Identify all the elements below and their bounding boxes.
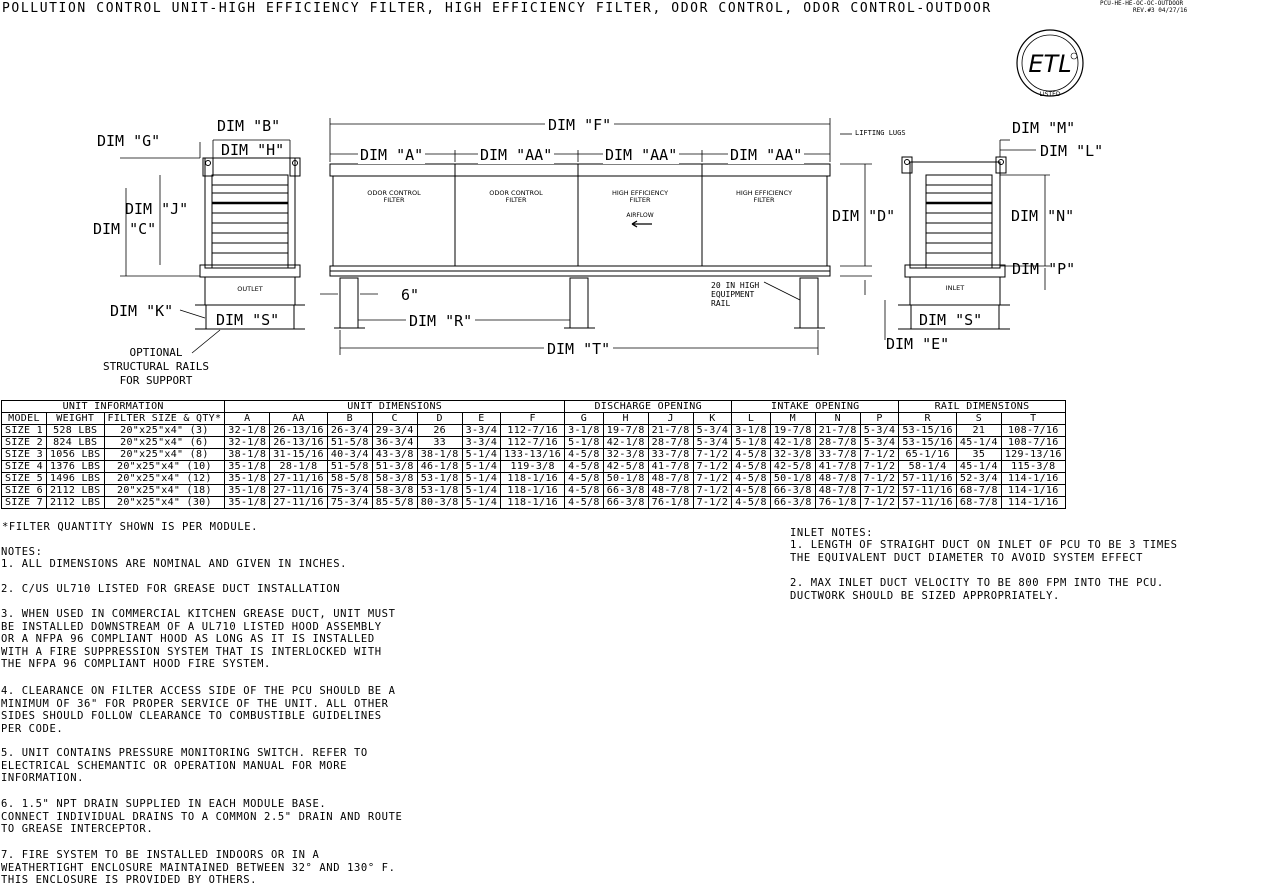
dim-aa-label-2: DIM "AA" [605, 146, 678, 164]
table-cell: 43-3/8 [372, 449, 417, 461]
table-cell: 5-1/8 [565, 437, 604, 449]
table-cell: 118-1/16 [501, 473, 565, 485]
table-cell: 7-1/2 [860, 449, 899, 461]
table-cell: SIZE 1 [2, 425, 47, 437]
table-cell: 114-1/16 [1001, 485, 1065, 497]
table-cell: 4-5/8 [732, 473, 771, 485]
table-cell: 66-3/8 [603, 497, 648, 509]
column-header: WEIGHT [46, 413, 104, 425]
table-cell: 35-1/8 [225, 461, 270, 473]
table-cell: 7-1/2 [860, 473, 899, 485]
table-cell: SIZE 7 [2, 497, 47, 509]
table-cell: 42-1/8 [603, 437, 648, 449]
table-cell: 75-3/4 [327, 485, 372, 497]
table-cell: 4-5/8 [732, 461, 771, 473]
table-row [2, 473, 1066, 485]
table-cell: 42-5/8 [770, 461, 815, 473]
table-cell: 3-1/8 [732, 425, 771, 437]
table-cell: 41-7/8 [815, 461, 860, 473]
dim-p-label: DIM "P" [1012, 260, 1076, 278]
table-cell: 5-3/4 [693, 437, 732, 449]
table-cell: 80-3/8 [417, 497, 462, 509]
outlet-end-view [195, 158, 305, 329]
etl-listed-logo [1017, 30, 1083, 98]
table-cell: 76-1/8 [815, 497, 860, 509]
table-cell: 19-7/8 [770, 425, 815, 437]
table-cell: 4-5/8 [565, 473, 604, 485]
dim-b-label: DIM "B" [217, 117, 281, 135]
equipment-rail-callout [711, 281, 759, 308]
table-cell: 7-1/2 [693, 461, 732, 473]
table-cell: SIZE 4 [2, 461, 47, 473]
group-unit-dimensions: UNIT DIMENSIONS [225, 401, 565, 413]
table-group-header-row [2, 401, 1066, 413]
inlet-end-view [898, 157, 1010, 329]
table-cell: 48-7/8 [648, 473, 693, 485]
table-cell: 53-15/16 [899, 437, 957, 449]
module-3-label-line2: FILTER [629, 196, 651, 204]
table-cell: 40-3/4 [327, 449, 372, 461]
table-cell: 66-3/8 [770, 485, 815, 497]
pcu-elevation-drawing [0, 0, 1280, 400]
equipment-rail-callout-line1: 20 IN HIGH [711, 281, 760, 290]
table-cell: 35-1/8 [225, 485, 270, 497]
column-header: H [603, 413, 648, 425]
table-cell: 66-3/8 [770, 497, 815, 509]
table-cell: 50-1/8 [603, 473, 648, 485]
table-cell: 51-5/8 [327, 461, 372, 473]
table-row [2, 497, 1066, 509]
inlet-note-2: 2. MAX INLET DUCT VELOCITY TO BE 800 FPM INTO THE PCU. DUCTWORK SHOULD BE SIZED APPROPRIATELY. [790, 577, 1164, 602]
table-cell: 3-1/8 [565, 425, 604, 437]
table-cell: 27-11/16 [270, 473, 328, 485]
table-cell: 58-5/8 [327, 473, 372, 485]
table-cell: 51-3/8 [372, 461, 417, 473]
dim-six-label: 6" [401, 286, 420, 304]
table-cell: 45-1/4 [956, 437, 1001, 449]
dim-aa-label-3: DIM "AA" [730, 146, 803, 164]
table-cell: 20"x25"x4" (30) [104, 497, 225, 509]
table-cell: 5-1/4 [462, 497, 501, 509]
column-header: B [327, 413, 372, 425]
column-header: FILTER SIZE & QTY* [104, 413, 225, 425]
table-cell: 66-3/8 [603, 485, 648, 497]
dim-j-label: DIM "J" [125, 200, 189, 218]
table-cell: 7-1/2 [693, 449, 732, 461]
table-cell: 33 [417, 437, 462, 449]
table-cell: 48-7/8 [815, 473, 860, 485]
table-cell: 4-5/8 [732, 449, 771, 461]
module-4-label-line2: FILTER [753, 196, 775, 204]
table-cell: 38-1/8 [225, 449, 270, 461]
table-cell: 32-3/8 [770, 449, 815, 461]
column-header: F [501, 413, 565, 425]
equipment-rail-callout-line2: EQUIPMENT [711, 290, 755, 299]
table-cell: 52-3/4 [956, 473, 1001, 485]
equipment-rail-callout-line3: RAIL [711, 299, 731, 308]
table-cell: 528 LBS [46, 425, 104, 437]
table-cell: 4-5/8 [732, 497, 771, 509]
table-cell: 1496 LBS [46, 473, 104, 485]
note-5: 5. UNIT CONTAINS PRESSURE MONITORING SWITCH. REFER TO ELECTRICAL SCHEMANTIC OR OPERATION MANUAL FOR MORE INFORMATION. [1, 747, 368, 785]
table-cell: 35-1/8 [225, 497, 270, 509]
table-cell: 28-1/8 [270, 461, 328, 473]
table-cell: 51-5/8 [327, 437, 372, 449]
table-cell: 7-1/2 [860, 497, 899, 509]
column-header: R [899, 413, 957, 425]
table-cell: 5-3/4 [860, 425, 899, 437]
table-cell: 27-11/16 [270, 497, 328, 509]
table-cell: 33-7/8 [648, 449, 693, 461]
table-cell: 75-3/4 [327, 497, 372, 509]
table-cell: 2112 LBS [46, 485, 104, 497]
table-row [2, 437, 1066, 449]
table-cell: 58-3/8 [372, 485, 417, 497]
table-cell: 26-13/16 [270, 437, 328, 449]
optional-rails-line3: FOR SUPPORT [119, 374, 193, 387]
table-cell: 42-5/8 [603, 461, 648, 473]
table-cell: 31-15/16 [270, 449, 328, 461]
table-cell: 5-3/4 [693, 425, 732, 437]
table-cell: 20"x25"x4" (8) [104, 449, 225, 461]
table-cell: 68-7/8 [956, 497, 1001, 509]
table-cell: 27-11/16 [270, 485, 328, 497]
optional-rails-line2: STRUCTURAL RAILS [103, 360, 209, 373]
outlet-label: OUTLET [237, 285, 263, 293]
table-cell: 28-7/8 [815, 437, 860, 449]
column-header: C [372, 413, 417, 425]
table-cell: 2112 LBS [46, 497, 104, 509]
logo-text: ETL [1028, 50, 1072, 78]
table-cell: 29-3/4 [372, 425, 417, 437]
column-header: M [770, 413, 815, 425]
table-cell: 57-11/16 [899, 485, 957, 497]
dim-e-label: DIM "E" [886, 335, 950, 353]
table-cell: 108-7/16 [1001, 425, 1065, 437]
table-cell: 133-13/16 [501, 449, 565, 461]
dim-s-right-label: DIM "S" [919, 311, 983, 329]
table-cell: SIZE 6 [2, 485, 47, 497]
table-cell: 53-1/8 [417, 485, 462, 497]
table-cell: 114-1/16 [1001, 497, 1065, 509]
table-cell: 20"x25"x4" (3) [104, 425, 225, 437]
table-cell: 53-15/16 [899, 425, 957, 437]
table-cell: 35-1/8 [225, 473, 270, 485]
table-cell: 7-1/2 [693, 485, 732, 497]
inlet-notes-title: INLET NOTES: [790, 527, 874, 539]
table-row [2, 449, 1066, 461]
table-cell: 3-3/4 [462, 425, 501, 437]
dim-s-left-label: DIM "S" [216, 311, 280, 329]
revision-label: REV.#3 04/27/16 [1133, 7, 1188, 14]
group-discharge-opening: DISCHARGE OPENING [565, 401, 732, 413]
column-header: L [732, 413, 771, 425]
table-cell: 4-5/8 [565, 485, 604, 497]
table-cell: 119-3/8 [501, 461, 565, 473]
inlet-note-1: 1. LENGTH OF STRAIGHT DUCT ON INLET OF PCU TO BE 3 TIMES THE EQUIVALENT DUCT DIAMETER TO AVOID SYSTEM EFFECT [790, 539, 1178, 564]
table-cell: 21-7/8 [648, 425, 693, 437]
inlet-label: INLET [945, 284, 965, 292]
table-cell: 114-1/16 [1001, 473, 1065, 485]
table-cell: 1056 LBS [46, 449, 104, 461]
table-body [2, 425, 1066, 509]
table-column-header-row [2, 413, 1066, 425]
table-cell: 5-1/8 [732, 437, 771, 449]
column-header: S [956, 413, 1001, 425]
table-cell: 35 [956, 449, 1001, 461]
table-cell: 48-7/8 [648, 485, 693, 497]
note-3: 3. WHEN USED IN COMMERCIAL KITCHEN GREASE DUCT, UNIT MUST BE INSTALLED DOWNSTREAM OF A UL710 LISTED HOOD ASSEMBLY OR A NFPA 96 COMPLIANT HOOD AS LONG AS IT IS INSTALLED WITH A FIRE SUPPRESSION SYSTEM THAT IS INTERLOCKED WITH THE NFPA 96 COMPLIANT HOOD FIRE SYSTEM. [1, 608, 396, 671]
table-cell: 58-3/8 [372, 473, 417, 485]
dim-g-label: DIM "G" [97, 132, 161, 150]
note-1: 1. ALL DIMENSIONS ARE NOMINAL AND GIVEN IN INCHES. [1, 558, 348, 570]
table-cell: 32-1/8 [225, 425, 270, 437]
table-cell: 20"x25"x4" (18) [104, 485, 225, 497]
table-cell: 108-7/16 [1001, 437, 1065, 449]
table-cell: 4-5/8 [565, 449, 604, 461]
column-header: E [462, 413, 501, 425]
column-header: P [860, 413, 899, 425]
table-cell: 20"x25"x4" (12) [104, 473, 225, 485]
column-header: K [693, 413, 732, 425]
dim-k-label: DIM "K" [110, 302, 174, 320]
table-cell: 7-1/2 [693, 497, 732, 509]
table-cell: 26-3/4 [327, 425, 372, 437]
column-header: N [815, 413, 860, 425]
table-cell: 42-1/8 [770, 437, 815, 449]
dim-l-label: DIM "L" [1040, 142, 1104, 160]
table-cell: 20"x25"x4" (6) [104, 437, 225, 449]
airflow-label: AIRFLOW [626, 212, 654, 219]
column-header: A [225, 413, 270, 425]
table-cell: 118-1/16 [501, 497, 565, 509]
table-cell: 19-7/8 [603, 425, 648, 437]
table-cell: SIZE 5 [2, 473, 47, 485]
table-cell: 824 LBS [46, 437, 104, 449]
column-header: G [565, 413, 604, 425]
note-7: 7. FIRE SYSTEM TO BE INSTALLED INDOORS OR IN A WEATHERTIGHT ENCLOSURE MAINTAINED BETWEEN 32° AND 130° F. THIS ENCLOSURE IS PROVIDED BY OTHERS. [1, 849, 396, 887]
module-3-label-line1: HIGH EFFICIENCY [611, 189, 669, 197]
dim-h-label: DIM "H" [221, 141, 285, 159]
table-cell: 20"x25"x4" (10) [104, 461, 225, 473]
table-cell: SIZE 2 [2, 437, 47, 449]
table-cell: 32-3/8 [603, 449, 648, 461]
note-2: 2. C/US UL710 LISTED FOR GREASE DUCT INSTALLATION [1, 583, 341, 595]
table-cell: 4-5/8 [565, 497, 604, 509]
dim-f-label: DIM "F" [545, 116, 614, 134]
module-4-label-line1: HIGH EFFICIENCY [735, 189, 793, 197]
group-rail-dimensions: RAIL DIMENSIONS [899, 401, 1065, 413]
table-cell: 38-1/8 [417, 449, 462, 461]
table-cell: 5-1/4 [462, 449, 501, 461]
table-row [2, 425, 1066, 437]
dimension-table [1, 400, 1066, 509]
table-cell: 41-7/8 [648, 461, 693, 473]
table-cell: 1376 LBS [46, 461, 104, 473]
dim-r-label: DIM "R" [406, 312, 475, 330]
notes-title: NOTES: [1, 546, 43, 558]
table-cell: 7-1/2 [860, 461, 899, 473]
table-cell: 112-7/16 [501, 437, 565, 449]
dim-aa-label-1: DIM "AA" [480, 146, 553, 164]
table-cell: 85-5/8 [372, 497, 417, 509]
table-cell: 7-1/2 [693, 473, 732, 485]
table-cell: 48-7/8 [815, 485, 860, 497]
column-header: MODEL [2, 413, 47, 425]
table-cell: 5-1/4 [462, 473, 501, 485]
table-cell: 26 [417, 425, 462, 437]
table-cell: SIZE 3 [2, 449, 47, 461]
table-cell: 33-7/8 [815, 449, 860, 461]
column-header: AA [270, 413, 328, 425]
note-4: 4. CLEARANCE ON FILTER ACCESS SIDE OF THE PCU SHOULD BE A MINIMUM OF 36" FOR PROPER SERVICE OF THE UNIT. ALL OTHER SIDES SHOULD FOLLOW CLEARANCE TO COMBUSTIBLE GUIDELINES PER CODE. [1, 685, 396, 735]
optional-rails-line1: OPTIONAL [129, 346, 183, 359]
note-6: 6. 1.5" NPT DRAIN SUPPLIED IN EACH MODULE BASE. CONNECT INDIVIDUAL DRAINS TO A COMMON 2.5" DRAIN AND ROUTE TO GREASE INTERCEPTOR. [1, 798, 403, 836]
table-cell: 21 [956, 425, 1001, 437]
table-cell: 26-13/16 [270, 425, 328, 437]
dim-m-label: DIM "M" [1012, 119, 1076, 137]
table-cell: 57-11/16 [899, 497, 957, 509]
module-2-label-line2: FILTER [505, 196, 527, 204]
table-cell: 36-3/4 [372, 437, 417, 449]
table-cell: 129-13/16 [1001, 449, 1065, 461]
filter-quantity-note: *FILTER QUANTITY SHOWN IS PER MODULE. [2, 521, 259, 533]
logo-subtext: LISTED [1039, 91, 1061, 98]
column-header: T [1001, 413, 1065, 425]
table-cell: 45-1/4 [956, 461, 1001, 473]
table-cell: 76-1/8 [648, 497, 693, 509]
module-1-label-line2: FILTER [383, 196, 405, 204]
table-cell: 28-7/8 [648, 437, 693, 449]
drawing-title: POLLUTION CONTROL UNIT-HIGH EFFICIENCY FILTER, HIGH EFFICIENCY FILTER, ODOR CONTROL, ODOR CONTROL-OUTDOOR [2, 1, 992, 16]
table-row [2, 461, 1066, 473]
dim-a-label: DIM "A" [360, 146, 424, 164]
dim-t-label: DIM "T" [544, 340, 613, 358]
table-cell: 112-7/16 [501, 425, 565, 437]
table-cell: 58-1/4 [899, 461, 957, 473]
table-cell: 4-5/8 [565, 461, 604, 473]
table-cell: 65-1/16 [899, 449, 957, 461]
table-cell: 5-1/4 [462, 485, 501, 497]
airflow-arrow [632, 221, 652, 227]
table-cell: 53-1/8 [417, 473, 462, 485]
dim-n-label: DIM "N" [1011, 207, 1075, 225]
drawing-id: PCU-HE-HE-OC-OC-OUTDOOR [1100, 0, 1184, 7]
module-2-label-line1: ODOR CONTROL [489, 189, 543, 197]
table-cell: 5-1/4 [462, 461, 501, 473]
dim-d-label: DIM "D" [832, 207, 896, 225]
column-header: J [648, 413, 693, 425]
table-cell: 32-1/8 [225, 437, 270, 449]
group-intake-opening: INTAKE OPENING [732, 401, 899, 413]
table-cell: 3-3/4 [462, 437, 501, 449]
table-cell: 118-1/16 [501, 485, 565, 497]
column-header: D [417, 413, 462, 425]
dim-c-label: DIM "C" [93, 220, 157, 238]
table-cell: 46-1/8 [417, 461, 462, 473]
optional-rails-callout [100, 346, 212, 388]
group-unit-information: UNIT INFORMATION [2, 401, 225, 413]
table-cell: 50-1/8 [770, 473, 815, 485]
table-cell: 57-11/16 [899, 473, 957, 485]
table-cell: 21-7/8 [815, 425, 860, 437]
table-cell: 68-7/8 [956, 485, 1001, 497]
table-cell: 7-1/2 [860, 485, 899, 497]
table-cell: 4-5/8 [732, 485, 771, 497]
lifting-lugs-callout: LIFTING LUGS [855, 129, 906, 137]
table-cell: 115-3/8 [1001, 461, 1065, 473]
module-1-label-line1: ODOR CONTROL [367, 189, 421, 197]
table-cell: 5-3/4 [860, 437, 899, 449]
table-row [2, 485, 1066, 497]
